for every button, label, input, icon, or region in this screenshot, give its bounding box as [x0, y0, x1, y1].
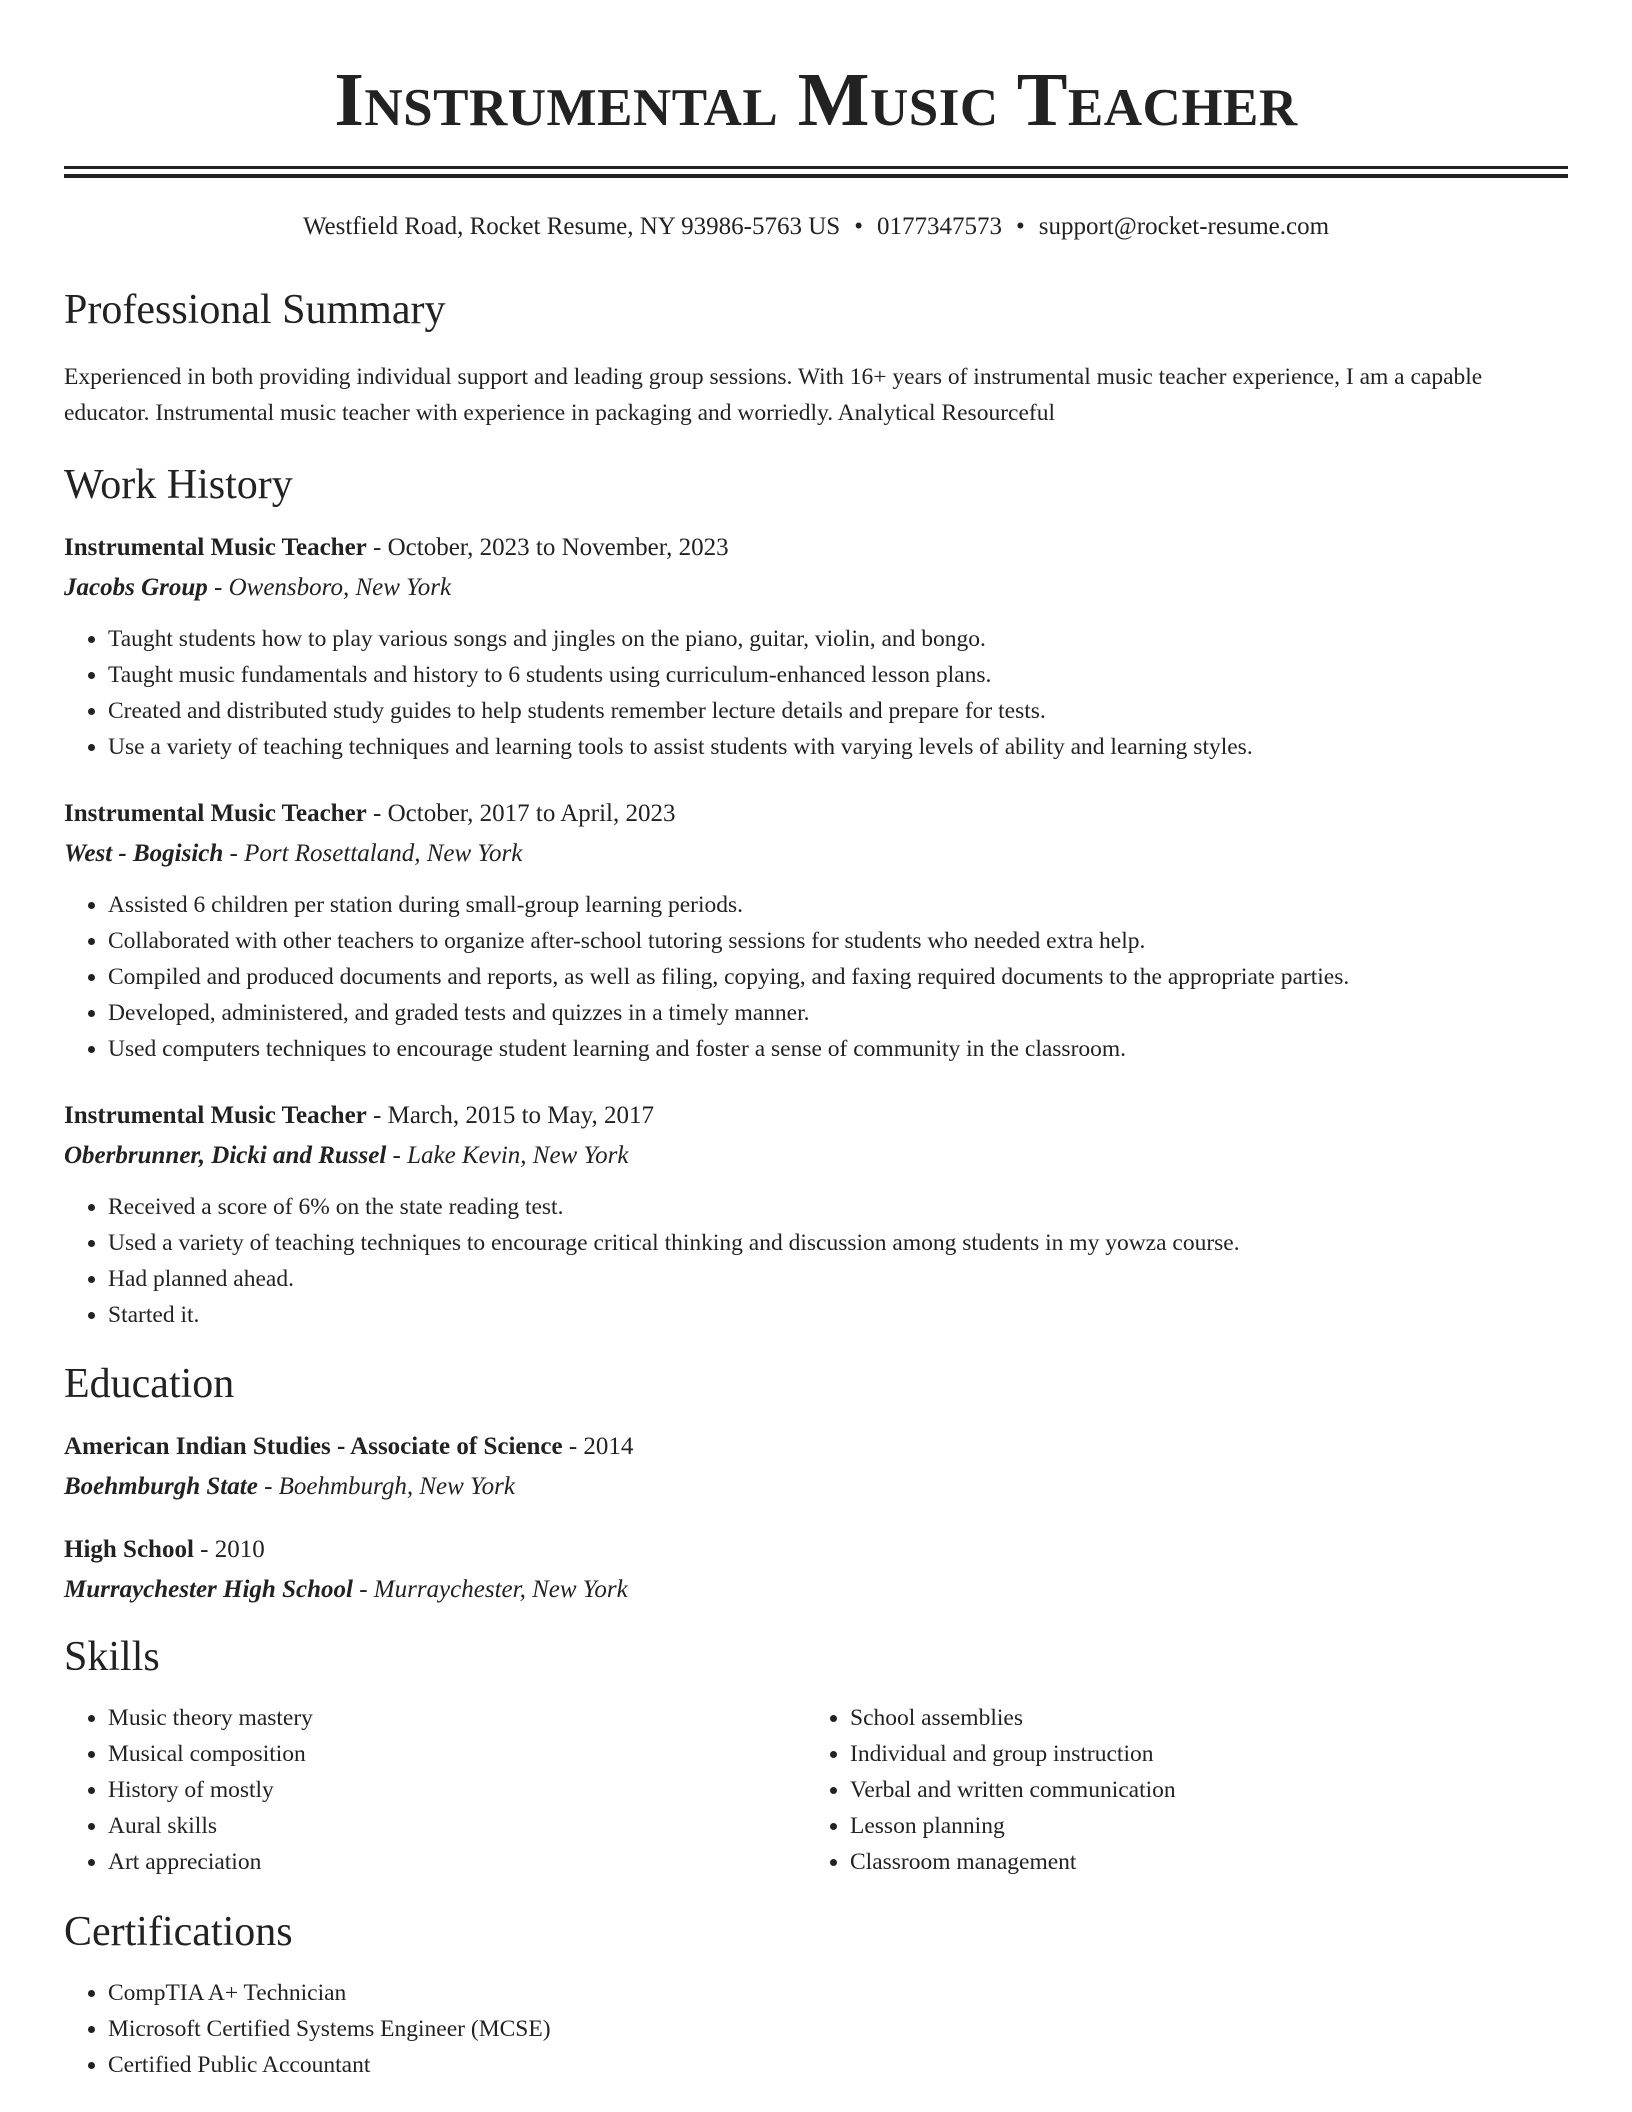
skills-column-left — [64, 1700, 806, 1880]
list-item: • Taught music fundamentals and history to 6 students using curriculum-enhanced lesson plans. — [108, 657, 1568, 693]
school-name: Murraychester High School — [64, 1576, 353, 1603]
section-heading-certifications: Certifications — [64, 1909, 293, 1955]
list-item: • Classroom management — [850, 1844, 1548, 1880]
list-item: • CompTIA A+ Technician — [108, 1975, 1568, 2011]
job-title-line — [64, 535, 1568, 560]
school-location: - Boehmburgh, New York — [257, 1473, 515, 1500]
degree-name: American Indian Studies - Associate of Science — [64, 1433, 563, 1460]
section-heading-work-history: Work History — [64, 462, 293, 508]
company-name: Oberbrunner, Dicki and Russel — [64, 1142, 387, 1169]
job-dates: - October, 2023 to November, 2023 — [366, 534, 729, 561]
school-name: Boehmburgh State — [64, 1473, 258, 1500]
list-item: • School assemblies — [850, 1700, 1548, 1736]
job-bullets — [64, 1189, 1568, 1333]
list-item: • Taught students how to play various songs and jingles on the piano, guitar, violin, and bongo. — [108, 621, 1568, 657]
education-entry — [64, 1434, 1568, 1499]
title-divider — [64, 166, 1568, 178]
skills-columns — [64, 1700, 1568, 1880]
contact-separator: • — [854, 213, 863, 240]
job-entry — [64, 535, 1568, 765]
section-heading-education: Education — [64, 1361, 235, 1407]
school-location: - Murraychester, New York — [352, 1576, 628, 1603]
list-item: • Compiled and produced documents and reports, as well as filing, copying, and faxing required documents to the appropriate parties. — [108, 959, 1568, 995]
resume-title: Instrumental Music Teacher — [334, 58, 1298, 142]
list-item: • Started it. — [108, 1297, 1568, 1333]
degree-line — [64, 1434, 1568, 1459]
contact-address: Westfield Road, Rocket Resume, NY 93986-5763 US — [302, 213, 841, 240]
section-heading-summary: Professional Summary — [64, 287, 446, 333]
list-item: • Individual and group instruction — [850, 1736, 1548, 1772]
list-item: • Musical composition — [108, 1736, 806, 1772]
job-bullets — [64, 887, 1568, 1067]
list-item: • Art appreciation — [108, 1844, 806, 1880]
contact-separator: • — [1015, 213, 1025, 240]
job-dates: - March, 2015 to May, 2017 — [366, 1102, 655, 1129]
degree-name: High School — [64, 1536, 194, 1563]
certifications-block — [64, 1975, 1568, 2083]
job-title-line — [64, 801, 1568, 826]
degree-line — [64, 1537, 1568, 1562]
list-item: • Collaborated with other teachers to organize after-school tutoring sessions for students who needed extra help. — [108, 923, 1568, 959]
list-item: • Had planned ahead. — [108, 1261, 1568, 1297]
job-title-line — [64, 1103, 1568, 1128]
skills-list — [806, 1700, 1548, 1880]
job-title: Instrumental Music Teacher — [64, 534, 367, 561]
list-item: • Assisted 6 children per station during small-group learning periods. — [108, 887, 1568, 923]
company-name: West - Bogisich — [64, 840, 224, 867]
skills-column-right — [806, 1700, 1548, 1880]
job-entry — [64, 1103, 1568, 1333]
list-item: • Certified Public Accountant — [108, 2047, 1568, 2083]
list-item: • Music theory mastery — [108, 1700, 806, 1736]
list-item: • Lesson planning — [850, 1808, 1548, 1844]
list-item: • Created and distributed study guides to help students remember lecture details and prepare for tests. — [108, 693, 1568, 729]
list-item: • Received a score of 6% on the state reading test. — [108, 1189, 1568, 1225]
contact-line — [64, 214, 1568, 239]
company-name: Jacobs Group — [64, 574, 208, 601]
summary-text: Experienced in both providing individual support and leading group sessions. With 16+ years of instrumental music teacher experience, I am a capable educator. Instrumental music teacher with experience in packaging and worriedly. Analytical Resourceful — [64, 364, 1483, 426]
company-line — [64, 1143, 1568, 1168]
degree-year: - 2010 — [193, 1536, 265, 1563]
company-line — [64, 841, 1568, 866]
list-item: • Developed, administered, and graded tests and quizzes in a timely manner. — [108, 995, 1568, 1031]
education-entry — [64, 1537, 1568, 1602]
contact-phone: 0177347573 — [876, 213, 1002, 240]
company-location: - Lake Kevin, New York — [386, 1142, 629, 1169]
list-item: • Used a variety of teaching techniques to encourage critical thinking and discussion among students in my yowza course. — [108, 1225, 1568, 1261]
job-title: Instrumental Music Teacher — [64, 800, 367, 827]
list-item: • Verbal and written communication — [850, 1772, 1548, 1808]
school-line — [64, 1474, 1568, 1499]
job-dates: - October, 2017 to April, 2023 — [366, 800, 676, 827]
list-item: • Used computers techniques to encourage student learning and foster a sense of community in the classroom. — [108, 1031, 1568, 1067]
list-item: • Aural skills — [108, 1808, 806, 1844]
company-location: - Port Rosettaland, New York — [223, 840, 523, 867]
certifications-list — [64, 1975, 1568, 2083]
company-line — [64, 575, 1568, 600]
list-item: • Use a variety of teaching techniques and learning tools to assist students with varying levels of ability and learning styles. — [108, 729, 1568, 765]
skills-list — [64, 1700, 806, 1880]
section-heading-skills: Skills — [64, 1634, 160, 1680]
job-bullets — [64, 621, 1568, 765]
job-entry — [64, 801, 1568, 1067]
school-line — [64, 1577, 1568, 1602]
company-location: - Owensboro, New York — [207, 574, 452, 601]
list-item: • Microsoft Certified Systems Engineer (MCSE) — [108, 2011, 1568, 2047]
contact-email[interactable]: support@rocket-resume.com — [1038, 213, 1330, 240]
degree-year: - 2014 — [562, 1433, 634, 1460]
job-title: Instrumental Music Teacher — [64, 1102, 367, 1129]
list-item: • History of mostly — [108, 1772, 806, 1808]
resume-page — [64, 0, 1568, 2083]
